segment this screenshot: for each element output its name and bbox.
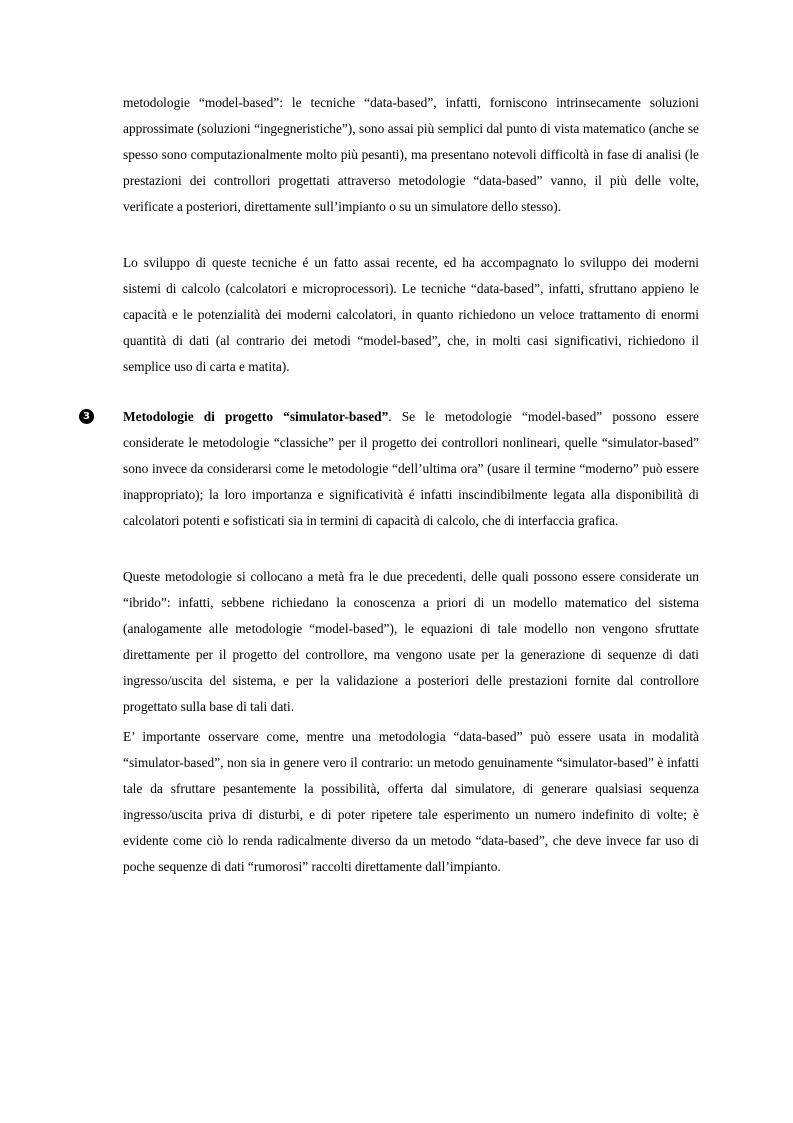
paragraph-4: Queste metodologie si collocano a metà fra le due precedenti, delle quali possono essere considerate un “ibrido”: infatti, sebbene richiedano la conoscenza a priori di un modello matematico del sistema (analogamente alle metodologie “model-based”), le equazioni di tale modello non vengono sfruttate direttamente per il progetto del controllore, ma vengono usate per la generazione di sequenze di dati ingresso/uscita del sistema, e per la validazione a posteriori delle prestazioni fornite dal controllore progettato sulla base di tali dati. — [123, 569, 699, 714]
list-item-3 — [123, 404, 699, 534]
paragraph-5: E’ importante osservare come, mentre una metodologia “data-based” può essere usata in modalità “simulator-based”, non sia in genere vero il contrario: un metodo genuinamente “simulator-based” è infatti tale da sfruttare pesantemente la possibilità, offerta dal simulatore, di generare qualsiasi sequenza ingresso/uscita priva di disturbi, e di poter ripetere tale esperimento un numero indefinito di volte; è evidente come ciò lo renda radicalmente diverso da un metodo “data-based”, che deve invece far uso di poche sequenze di dati “rumorosi” raccolti direttamente dall’impianto. — [123, 729, 699, 874]
numbered-bullet-3: 3 — [79, 409, 94, 424]
paragraph-1: metodologie “model-based”: le tecniche “data-based”, infatti, forniscono intrinsecamente soluzioni approssimate (soluzioni “ingegneristiche”), sono assai più semplici dal punto di vista matematico (anche se spesso sono computazionalmente molto più pesanti), ma presentano notevoli difficoltà in fase di analisi (le prestazioni dei controllori progettati attraverso metodologie “data-based” vanno, il più delle volte, verificate a posteriori, direttamente sull’impianto o su un simulatore dello stesso). — [123, 95, 699, 214]
list-item-3-heading: Metodologie di progetto “simulator-based” — [123, 409, 389, 424]
paragraph-2: Lo sviluppo di queste tecniche é un fatto assai recente, ed ha accompagnato lo sviluppo dei moderni sistemi di calcolo (calcolatori e microprocessori). Le tecniche “data-based”, infatti, sfruttano appieno le capacità e le potenzialità dei moderni calcolatori, in quanto richiedono un veloce trattamento di enormi quantità di dati (al contrario dei metodi “model-based”, che, in molti casi significativi, richiedono il semplice uso di carta e matita). — [123, 255, 699, 374]
list-item-3-text: . Se le metodologie “model-based” possono essere considerate le metodologie “classiche” per il progetto dei controllori nonlineari, quelle “simulator-based” sono invece da considerarsi come le metodologie “dell’ultima ora” (usare il termine “moderno” può essere inappropriato); la loro importanza e significatività é infatti inscindibilmente legata alla disponibilità di calcolatori potenti e sofisticati sia in termini di capacità di calcolo, che di interfaccia grafica. — [123, 409, 700, 528]
